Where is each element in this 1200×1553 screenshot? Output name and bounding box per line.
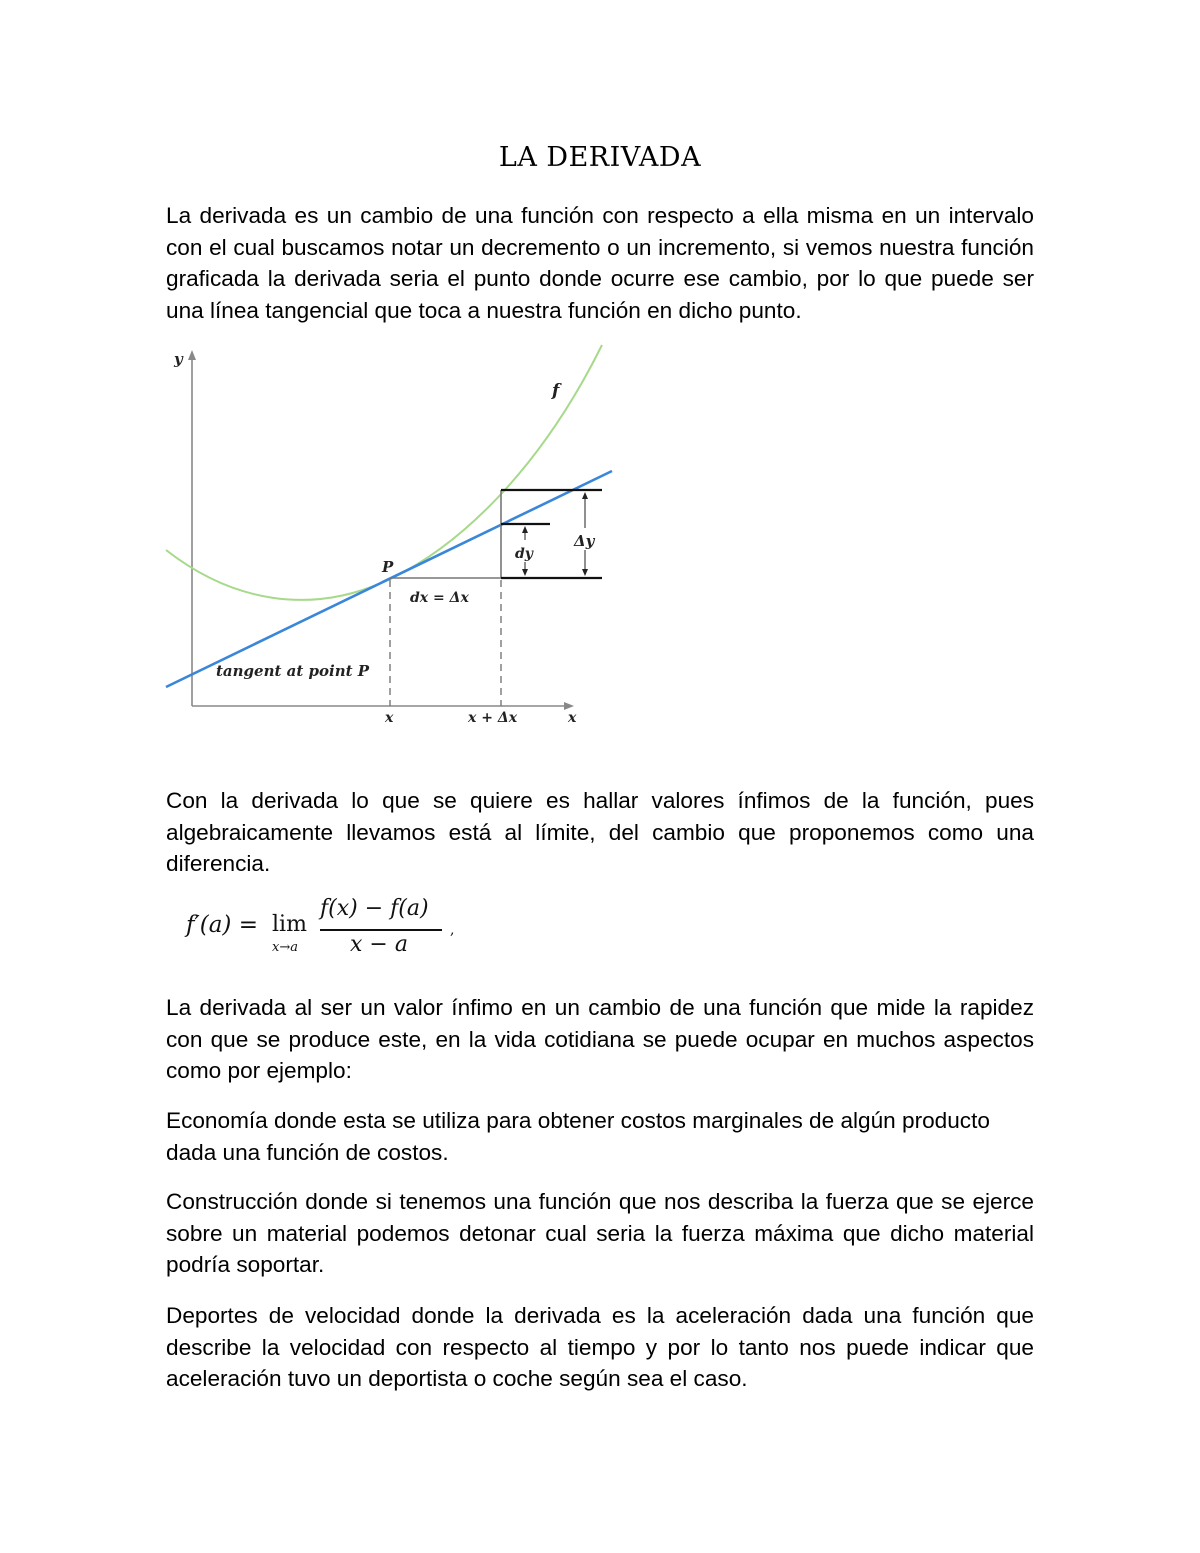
formula-numerator: f(x) − f(a) — [320, 896, 429, 921]
derivative-formula — [186, 892, 486, 962]
fraction-bar — [320, 929, 442, 931]
applications-intro-paragraph: La derivada al ser un valor ínfimo en un cambio de una función que mide la rapidez con que se produce este, en la vida cotidiana se puede ocupar en muchos aspectos como por ejemplo: — [166, 995, 1034, 1083]
tangent-label: tangent at point P — [216, 662, 370, 680]
economy-paragraph: Economía donde esta se utiliza para obtener costos marginales de algún producto dada una función de costos. — [166, 1108, 990, 1165]
y-axis-label: y — [174, 350, 183, 368]
x-plus-dx-tick-label: x + Δx — [468, 710, 518, 726]
curve-label: f — [552, 381, 560, 401]
dy-arrowhead-down — [522, 569, 528, 576]
intro-paragraph: La derivada es un cambio de una función con respecto a ella misma en un intervalo con el cual buscamos notar un decremento o un incremento, si vemos nuestra función graficada la derivada seria el punto donde ocurre ese cambio, por lo que puede ser una línea tangencial que toca a nuestra función en dicho punto. — [166, 203, 1034, 323]
dx-label: dx = Δx — [410, 590, 469, 606]
formula-denominator: x − a — [350, 932, 408, 957]
derivative-diagram — [160, 340, 620, 740]
dy-label: dy — [515, 546, 533, 562]
limit-paragraph: Con la derivada lo que se quiere es hallar valores ínfimos de la función, pues algebraicamente llevamos está al límite, del cambio que proponemos como una diferencia. — [166, 788, 1034, 876]
y-axis-arrow — [188, 350, 196, 360]
formula-lim-subscript: x→a — [272, 940, 298, 955]
point-label: P — [382, 558, 394, 576]
delta-y-arrowhead-up — [582, 492, 588, 499]
construction-paragraph: Construcción donde si tenemos una función que nos describa la fuerza que se ejerce sobre un material podemos detonar cual seria la fuerza máxima que dicho material podría soportar. — [166, 1189, 1034, 1277]
document-title: LA DERIVADA — [498, 142, 702, 173]
dy-arrowhead-up — [522, 526, 528, 533]
sports-paragraph: Deportes de velocidad donde la derivada es la aceleración dada una función que describe la velocidad con respecto al tiempo y por lo tanto nos puede indicar que aceleración tuvo un deportista o coche según sea el caso. — [166, 1303, 1034, 1391]
x-axis-label: x — [568, 710, 577, 726]
delta-y-label: Δy — [574, 532, 595, 550]
x-tick-label: x — [385, 710, 394, 726]
delta-y-arrowhead-down — [582, 569, 588, 576]
formula-lim: lim — [272, 912, 307, 937]
x-axis-arrow — [564, 702, 574, 710]
formula-trailing-comma: , — [450, 922, 455, 938]
formula-lhs: f′(a) = — [186, 912, 258, 938]
